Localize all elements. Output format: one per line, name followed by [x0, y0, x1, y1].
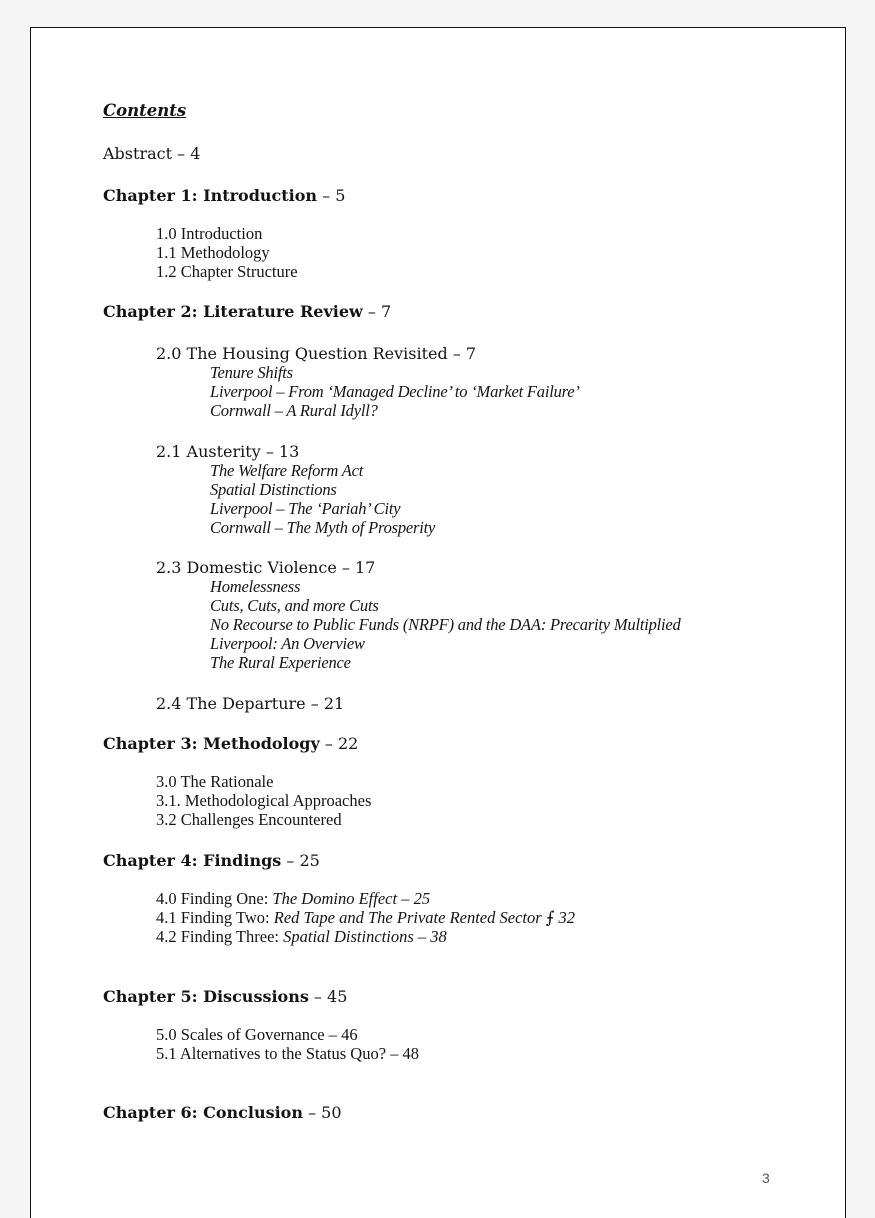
chapter-1-page: – 5 — [317, 186, 346, 205]
chapter-4-title: Chapter 4: Findings — [103, 851, 282, 870]
chapter-2-title: Chapter 2: Literature Review — [103, 302, 363, 321]
chapter-4-entry — [103, 851, 320, 870]
subsection-spatial-distinctions: Spatial Distinctions — [210, 480, 337, 499]
chapter-1-title: Chapter 1: Introduction — [103, 186, 318, 205]
section-2-0: 2.0 The Housing Question Revisited – 7 — [156, 344, 477, 363]
chapter-6-title: Chapter 6: Conclusion — [103, 1103, 303, 1122]
section-4-2-title: Spatial Distinctions – 38 — [283, 927, 447, 946]
subsection-rural-experience: The Rural Experience — [210, 653, 351, 672]
chapter-6-page: – 50 — [302, 1103, 342, 1122]
section-4-0 — [156, 889, 430, 908]
page-number: 3 — [762, 1170, 770, 1186]
subsection-welfare-reform: The Welfare Reform Act — [210, 461, 364, 480]
abstract-entry: Abstract – 4 — [103, 144, 201, 163]
section-3-0: 3.0 The Rationale — [156, 772, 274, 791]
chapter-2-entry — [103, 302, 391, 321]
section-2-1: 2.1 Austerity – 13 — [156, 442, 300, 461]
contents-heading: Contents — [103, 101, 187, 120]
section-4-0-title: The Domino Effect – 25 — [272, 889, 431, 908]
section-5-0: 5.0 Scales of Governance – 46 — [156, 1025, 358, 1044]
chapter-3-page: – 22 — [319, 734, 359, 753]
section-2-4: 2.4 The Departure – 21 — [156, 694, 345, 713]
subsection-liverpool-overview: Liverpool: An Overview — [210, 634, 365, 653]
section-3-1: 3.1. Methodological Approaches — [156, 791, 372, 810]
section-2-3: 2.3 Domestic Violence – 17 — [156, 558, 376, 577]
chapter-5-title: Chapter 5: Discussions — [103, 987, 309, 1006]
section-3-2: 3.2 Challenges Encountered — [156, 810, 342, 829]
subsection-cuts: Cuts, Cuts, and more Cuts — [210, 596, 379, 615]
chapter-2-page: – 7 — [362, 302, 392, 321]
section-4-1-prefix: 4.1 Finding Two: — [156, 908, 274, 927]
subsection-pariah-city: Liverpool – The ‘Pariah’ City — [210, 499, 401, 518]
section-1-2: 1.2 Chapter Structure — [156, 262, 298, 281]
document-page — [30, 27, 846, 1218]
section-4-2-prefix: 4.2 Finding Three: — [156, 927, 284, 946]
chapter-3-title: Chapter 3: Methodology — [103, 734, 320, 753]
chapter-5-page: – 45 — [308, 987, 348, 1006]
subsection-homelessness: Homelessness — [210, 577, 301, 596]
subsection-nrpf: No Recourse to Public Funds (NRPF) and the DAA: Precarity Multiplied — [210, 615, 681, 634]
section-4-0-prefix: 4.0 Finding One: — [156, 889, 273, 908]
section-4-2 — [156, 927, 447, 946]
section-1-0: 1.0 Introduction — [156, 224, 263, 243]
chapter-5-entry — [103, 987, 347, 1006]
section-1-1: 1.1 Methodology — [156, 243, 270, 262]
subsection-myth-prosperity: Cornwall – The Myth of Prosperity — [210, 518, 436, 537]
subsection-cornwall-idyll: Cornwall – A Rural Idyll? — [210, 401, 378, 420]
chapter-3-entry — [103, 734, 358, 753]
section-4-1-title: Red Tape and The Private Rented Sector ⨍ 32 — [273, 908, 575, 927]
section-5-1: 5.1 Alternatives to the Status Quo? – 48 — [156, 1044, 420, 1063]
chapter-1-entry — [103, 186, 345, 205]
subsection-tenure-shifts: Tenure Shifts — [210, 363, 293, 382]
chapter-6-entry — [103, 1103, 342, 1122]
chapter-4-page: – 25 — [281, 851, 320, 870]
subsection-liverpool-decline: Liverpool – From ‘Managed Decline’ to ‘Market Failure’ — [210, 382, 580, 401]
section-4-1 — [156, 908, 575, 927]
